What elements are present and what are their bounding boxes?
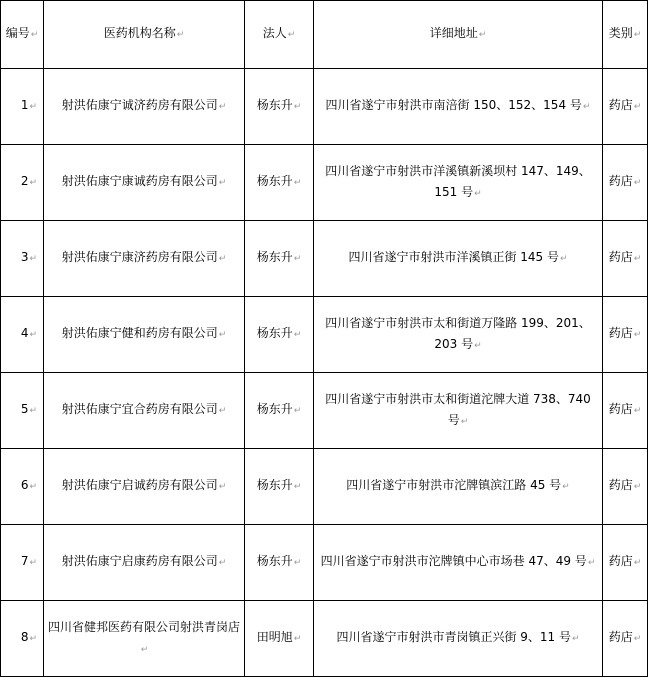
cell-address: 四川省遂宁市射洪市洋溪镇正街 145 号↵ [314,221,603,297]
cell-name: 射洪佑康宁启康药房有限公司↵ [44,525,245,601]
header-category: 类别↵ [603,1,648,69]
table-row [1,373,648,449]
cell-address: 四川省遂宁市射洪市太和街道万隆路 199、201、203 号↵ [314,297,603,373]
cell-no: 5↵ [1,373,44,449]
cell-no: 7↵ [1,525,44,601]
cell-address: 四川省遂宁市射洪市沱牌镇滨江路 45 号↵ [314,449,603,525]
cell-name: 射洪佑康宁康济药房有限公司↵ [44,221,245,297]
cell-address: 四川省遂宁市射洪市南涪街 150、152、154 号↵ [314,69,603,145]
cell-name: 射洪佑康宁健和药房有限公司↵ [44,297,245,373]
cell-category: 药店↵ [603,145,648,221]
table-row [1,449,648,525]
cell-name: 四川省健邦医药有限公司射洪青岗店↵ [44,601,245,677]
cell-category: 药店↵ [603,373,648,449]
cell-no: 8↵ [1,601,44,677]
cell-no: 6↵ [1,449,44,525]
cell-no: 2↵ [1,145,44,221]
cell-no: 1↵ [1,69,44,145]
cell-legal-rep: 杨东升↵ [245,297,314,373]
header-no: 编号↵ [1,1,44,69]
table-row [1,297,648,373]
cell-address: 四川省遂宁市射洪市沱牌镇中心市场巷 47、49 号↵ [314,525,603,601]
cell-address: 四川省遂宁市射洪市青岗镇正兴街 9、11 号↵ [314,601,603,677]
cell-legal-rep: 杨东升↵ [245,145,314,221]
cell-no: 3↵ [1,221,44,297]
cell-no: 4↵ [1,297,44,373]
table-row [1,601,648,677]
cell-name: 射洪佑康宁康诚药房有限公司↵ [44,145,245,221]
cell-name: 射洪佑康宁诚济药房有限公司↵ [44,69,245,145]
table-row [1,221,648,297]
cell-legal-rep: 杨东升↵ [245,69,314,145]
cell-legal-rep: 杨东升↵ [245,449,314,525]
cell-legal-rep: 杨东升↵ [245,373,314,449]
cell-category: 药店↵ [603,69,648,145]
header-address: 详细地址↵ [314,1,603,69]
cell-category: 药店↵ [603,449,648,525]
cell-name: 射洪佑康宁宜合药房有限公司↵ [44,373,245,449]
cell-legal-rep: 田明旭↵ [245,601,314,677]
cell-legal-rep: 杨东升↵ [245,221,314,297]
table-header-row [1,1,648,69]
table-row [1,69,648,145]
cell-address: 四川省遂宁市射洪市洋溪镇新溪坝村 147、149、151 号↵ [314,145,603,221]
cell-legal-rep: 杨东升↵ [245,525,314,601]
cell-category: 药店↵ [603,221,648,297]
table-row [1,525,648,601]
cell-address: 四川省遂宁市射洪市太和街道沱牌大道 738、740 号↵ [314,373,603,449]
header-legal-rep: 法人↵ [245,1,314,69]
cell-name: 射洪佑康宁启诚药房有限公司↵ [44,449,245,525]
header-name: 医药机构名称↵ [44,1,245,69]
cell-category: 药店↵ [603,525,648,601]
cell-category: 药店↵ [603,601,648,677]
cell-category: 药店↵ [603,297,648,373]
table-row [1,145,648,221]
